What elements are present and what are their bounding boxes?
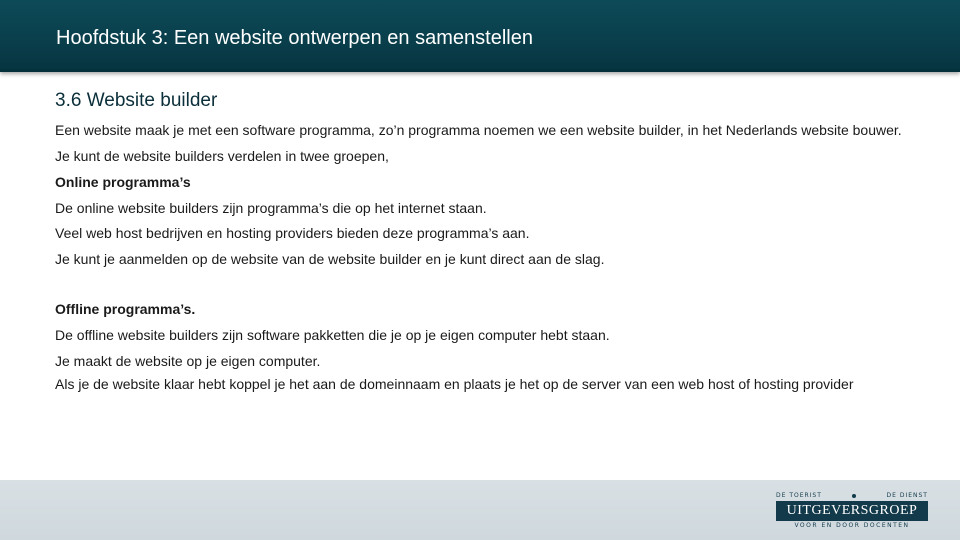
online-line-2: Veel web host bedrijven en hosting providers bieden deze programma’s aan. (55, 225, 530, 242)
section-title: 3.6 Website builder (55, 90, 218, 111)
online-line-1: De online website builders zijn programma’s die op het internet staan. (55, 199, 487, 216)
offline-heading: Offline programma’s. (55, 300, 196, 317)
intro-paragraph: Een website maak je met een software programma, zo’n programma noemen we een website builder, in het Nederlands website bouwer. (55, 122, 902, 138)
online-line-3: Je kunt je aanmelden op de website van de website builder en je kunt direct aan de slag. (55, 251, 605, 268)
split-sentence: Je kunt de website builders verdelen in twee groepen, (55, 148, 389, 164)
logo-dot-icon (852, 494, 856, 498)
online-heading: Online programma’s (55, 173, 191, 190)
header-bar (0, 0, 960, 72)
logo-wordmark: UITGEVERSGROEP (776, 501, 928, 521)
offline-line-3: Als je de website klaar hebt koppel je het aan de domeinnaam en plaats je het op de server van een web host of hosting provider (55, 376, 854, 393)
offline-line-2: Je maakt de website op je eigen computer. (55, 352, 321, 369)
logo-top-right: DE DIENST (886, 492, 928, 499)
chapter-title: Hoofdstuk 3: Een website ontwerpen en samenstellen (56, 27, 533, 49)
publisher-logo (776, 492, 928, 532)
slide-body (55, 120, 915, 398)
offline-line-1: De offline website builders zijn software pakketten die je op je eigen computer hebt staan. (55, 326, 610, 343)
logo-top-row (776, 492, 928, 500)
logo-tagline: VOOR EN DOOR DOCENTEN (794, 522, 910, 529)
paragraph-gap (55, 273, 915, 297)
logo-top-left: DE TOERIST (776, 492, 822, 499)
